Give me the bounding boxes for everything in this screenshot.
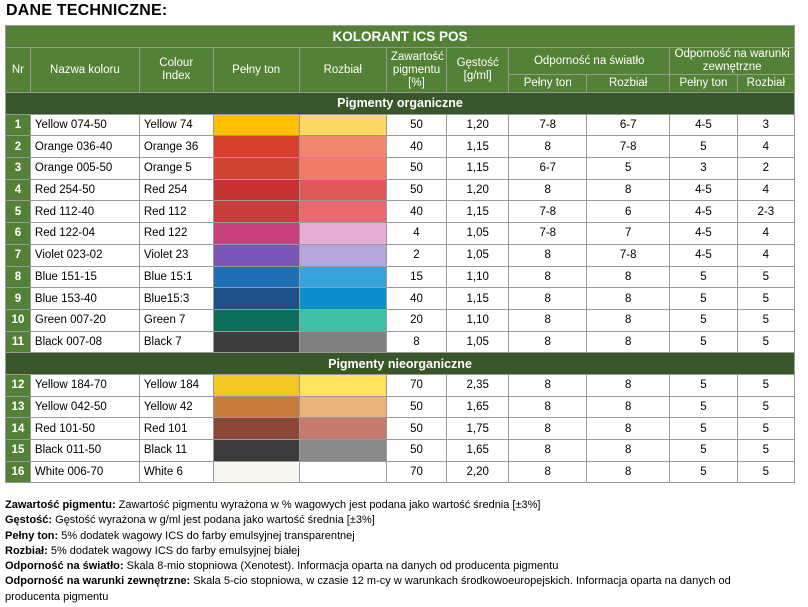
tint-swatch [299, 114, 386, 136]
tint-swatch [299, 288, 386, 310]
table-row [6, 396, 795, 418]
row-number: 16 [6, 461, 31, 483]
light-fastness-tint: 6-7 [587, 114, 670, 136]
density: 1,15 [447, 288, 509, 310]
weather-fastness-full-tone: 4-5 [670, 179, 737, 201]
pigment-content: 20 [386, 309, 446, 331]
header-density: Gęstość [g/ml] [447, 48, 509, 93]
weather-fastness-full-tone: 5 [670, 288, 737, 310]
pigment-content: 70 [386, 374, 446, 396]
pigment-content: 50 [386, 179, 446, 201]
weather-fastness-tint: 4 [737, 136, 794, 158]
density: 1,10 [447, 309, 509, 331]
density: 2,35 [447, 374, 509, 396]
light-fastness-tint: 7-8 [587, 244, 670, 266]
row-number: 14 [6, 418, 31, 440]
light-fastness-tint: 8 [587, 288, 670, 310]
light-fastness-full-tone: 8 [509, 461, 587, 483]
table-body [6, 93, 795, 483]
table-title: KOLORANT ICS POS [6, 26, 795, 48]
weather-fastness-full-tone: 5 [670, 418, 737, 440]
colour-index: Orange 5 [139, 158, 213, 180]
weather-fastness-full-tone: 5 [670, 440, 737, 462]
technical-data-table [5, 25, 795, 483]
note-term: Zawartość pigmentu: [5, 499, 116, 511]
weather-fastness-full-tone: 5 [670, 374, 737, 396]
note-text: Skala 8-mio stopniowa (Xenotest). Informacja oparta na danych od producenta pigmentu [123, 560, 559, 573]
row-number: 6 [6, 223, 31, 245]
note-text: Zawartość pigmentu wyrażona w % wagowych jest podana jako wartość średnia [±3%] [115, 499, 541, 511]
pigment-content: 40 [386, 136, 446, 158]
header-full-tone: Pełny ton [213, 48, 299, 93]
note-line [5, 513, 805, 528]
light-fastness-tint: 8 [587, 440, 670, 462]
weather-fastness-tint: 3 [737, 114, 794, 136]
note-text: producenta pigmentu [5, 590, 109, 603]
table-row [6, 374, 795, 396]
density: 1,15 [447, 136, 509, 158]
row-number: 13 [6, 396, 31, 418]
density: 1,05 [447, 331, 509, 353]
full-tone-swatch [213, 158, 299, 180]
table-row [6, 179, 795, 201]
weather-fastness-tint: 5 [737, 288, 794, 310]
tint-swatch [299, 244, 386, 266]
weather-fastness-tint: 5 [737, 266, 794, 288]
light-fastness-tint: 7 [587, 223, 670, 245]
row-number: 10 [6, 309, 31, 331]
density: 1,05 [447, 223, 509, 245]
weather-fastness-full-tone: 5 [670, 396, 737, 418]
colour-index: Red 122 [139, 223, 213, 245]
light-fastness-full-tone: 8 [509, 179, 587, 201]
light-fastness-full-tone: 8 [509, 266, 587, 288]
weather-fastness-tint: 2-3 [737, 201, 794, 223]
light-fastness-full-tone: 6-7 [509, 158, 587, 180]
tint-swatch [299, 461, 386, 483]
weather-fastness-tint: 5 [737, 374, 794, 396]
table-row [6, 136, 795, 158]
tint-swatch [299, 396, 386, 418]
light-fastness-tint: 8 [587, 418, 670, 440]
color-name: Yellow 184-70 [30, 374, 139, 396]
light-fastness-tint: 8 [587, 461, 670, 483]
full-tone-swatch [213, 461, 299, 483]
subheader-weather-full-tone: Pełny ton [670, 75, 737, 93]
table-row [6, 309, 795, 331]
color-name: Violet 023-02 [30, 244, 139, 266]
color-name: Black 011-50 [30, 440, 139, 462]
section-row [6, 93, 795, 115]
full-tone-swatch [213, 288, 299, 310]
density: 1,65 [447, 440, 509, 462]
color-name: Orange 005-50 [30, 158, 139, 180]
table-row [6, 440, 795, 462]
color-name: Black 007-08 [30, 331, 139, 353]
subheader-weather-tint: Rozbiał [737, 75, 794, 93]
full-tone-swatch [213, 418, 299, 440]
row-number: 2 [6, 136, 31, 158]
colour-index: White 6 [139, 461, 213, 483]
color-name: Yellow 042-50 [30, 396, 139, 418]
note-term: Pełny ton: [5, 529, 59, 542]
density: 1,20 [447, 114, 509, 136]
weather-fastness-full-tone: 5 [670, 266, 737, 288]
section-label: Pigmenty nieorganiczne [6, 353, 795, 375]
weather-fastness-tint: 4 [737, 179, 794, 201]
light-fastness-full-tone: 8 [509, 136, 587, 158]
weather-fastness-full-tone: 5 [670, 309, 737, 331]
row-number: 3 [6, 158, 31, 180]
pigment-content: 50 [386, 158, 446, 180]
pigment-content: 4 [386, 223, 446, 245]
light-fastness-full-tone: 7-8 [509, 223, 587, 245]
full-tone-swatch [213, 179, 299, 201]
full-tone-swatch [213, 396, 299, 418]
colour-index: Yellow 42 [139, 396, 213, 418]
density: 1,10 [447, 266, 509, 288]
color-name: Blue 151-15 [30, 266, 139, 288]
section-label: Pigmenty organiczne [6, 93, 795, 115]
section-row [6, 353, 795, 375]
pigment-content: 2 [386, 244, 446, 266]
full-tone-swatch [213, 136, 299, 158]
note-term: Gęstość: [5, 514, 53, 527]
light-fastness-full-tone: 7-8 [509, 201, 587, 223]
density: 1,20 [447, 179, 509, 201]
tint-swatch [299, 374, 386, 396]
note-text: Skala 5-cio stopniowa, w czasie 12 m-cy w warunkach środkowoeuropejskich. Informacja oparta na danych od [190, 575, 731, 588]
color-name: Red 101-50 [30, 418, 139, 440]
note-line [5, 544, 805, 559]
note-text: 5% dodatek wagowy ICS do farby emulsyjnej transparentnej [58, 529, 355, 542]
color-name: Orange 036-40 [30, 136, 139, 158]
light-fastness-full-tone: 8 [509, 396, 587, 418]
row-number: 15 [6, 440, 31, 462]
weather-fastness-full-tone: 5 [670, 136, 737, 158]
note-line [5, 498, 805, 513]
light-fastness-full-tone: 8 [509, 440, 587, 462]
table-row [6, 288, 795, 310]
row-number: 1 [6, 114, 31, 136]
light-fastness-tint: 5 [587, 158, 670, 180]
colour-index: Yellow 184 [139, 374, 213, 396]
light-fastness-full-tone: 8 [509, 288, 587, 310]
full-tone-swatch [213, 374, 299, 396]
colour-index: Blue 15:1 [139, 266, 213, 288]
header-weather-fastness: Odporność na warunki zewnętrzne [670, 48, 795, 75]
weather-fastness-tint: 2 [737, 158, 794, 180]
tint-swatch [299, 331, 386, 353]
weather-fastness-tint: 5 [737, 396, 794, 418]
light-fastness-full-tone: 8 [509, 309, 587, 331]
weather-fastness-full-tone: 5 [670, 461, 737, 483]
note-line [5, 529, 805, 544]
weather-fastness-tint: 5 [737, 418, 794, 440]
weather-fastness-full-tone: 4-5 [670, 114, 737, 136]
table-row [6, 114, 795, 136]
weather-fastness-full-tone: 4-5 [670, 223, 737, 245]
note-line [5, 574, 805, 589]
colour-index: Black 7 [139, 331, 213, 353]
full-tone-swatch [213, 266, 299, 288]
pigment-content: 8 [386, 331, 446, 353]
weather-fastness-full-tone: 3 [670, 158, 737, 180]
pigment-content: 40 [386, 288, 446, 310]
color-name: Red 254-50 [30, 179, 139, 201]
colour-index: Black 11 [139, 440, 213, 462]
density: 1,05 [447, 244, 509, 266]
light-fastness-tint: 8 [587, 179, 670, 201]
light-fastness-full-tone: 7-8 [509, 114, 587, 136]
note-line [5, 559, 805, 574]
full-tone-swatch [213, 440, 299, 462]
subheader-light-full-tone: Pełny ton [509, 75, 587, 93]
light-fastness-full-tone: 8 [509, 244, 587, 266]
table-row [6, 223, 795, 245]
tint-swatch [299, 440, 386, 462]
weather-fastness-tint: 5 [737, 309, 794, 331]
weather-fastness-tint: 4 [737, 244, 794, 266]
pigment-content: 50 [386, 418, 446, 440]
weather-fastness-full-tone: 4-5 [670, 244, 737, 266]
header-name: Nazwa koloru [30, 48, 139, 93]
tint-swatch [299, 201, 386, 223]
table-row [6, 266, 795, 288]
weather-fastness-tint: 4 [737, 223, 794, 245]
light-fastness-full-tone: 8 [509, 418, 587, 440]
light-fastness-full-tone: 8 [509, 331, 587, 353]
table-row [6, 331, 795, 353]
full-tone-swatch [213, 331, 299, 353]
table-row [6, 418, 795, 440]
weather-fastness-tint: 5 [737, 461, 794, 483]
light-fastness-tint: 8 [587, 309, 670, 331]
light-fastness-tint: 6 [587, 201, 670, 223]
color-name: Red 112-40 [30, 201, 139, 223]
tint-swatch [299, 418, 386, 440]
light-fastness-full-tone: 8 [509, 374, 587, 396]
tint-swatch [299, 223, 386, 245]
colour-index: Red 101 [139, 418, 213, 440]
header-nr: Nr [6, 48, 31, 93]
weather-fastness-full-tone: 5 [670, 331, 737, 353]
table-row [6, 158, 795, 180]
row-number: 8 [6, 266, 31, 288]
pigment-content: 50 [386, 440, 446, 462]
table-row [6, 201, 795, 223]
colour-index: Blue15:3 [139, 288, 213, 310]
full-tone-swatch [213, 223, 299, 245]
row-number: 12 [6, 374, 31, 396]
light-fastness-tint: 8 [587, 266, 670, 288]
tint-swatch [299, 136, 386, 158]
full-tone-swatch [213, 309, 299, 331]
weather-fastness-tint: 5 [737, 331, 794, 353]
density: 1,65 [447, 396, 509, 418]
row-number: 9 [6, 288, 31, 310]
tint-swatch [299, 309, 386, 331]
light-fastness-tint: 8 [587, 396, 670, 418]
pigment-content: 40 [386, 201, 446, 223]
colour-index: Green 7 [139, 309, 213, 331]
light-fastness-tint: 7-8 [587, 136, 670, 158]
note-term: Odporność na światło: [5, 560, 124, 573]
full-tone-swatch [213, 201, 299, 223]
row-number: 11 [6, 331, 31, 353]
header-colour-index: Colour Index [139, 48, 213, 93]
tint-swatch [299, 266, 386, 288]
color-name: Red 122-04 [30, 223, 139, 245]
header-pigment-content: Zawartość pigmentu [%] [386, 48, 446, 93]
tint-swatch [299, 179, 386, 201]
note-text: 5% dodatek wagowy ICS do farby emulsyjnej białej [47, 544, 300, 557]
row-number: 4 [6, 179, 31, 201]
weather-fastness-tint: 5 [737, 440, 794, 462]
header-light-fastness: Odporność na światło [509, 48, 670, 75]
colour-index: Red 254 [139, 179, 213, 201]
notes [5, 498, 805, 605]
note-text: Gęstość wyrażona w g/ml jest podana jako wartość średnia [±3%] [52, 514, 375, 527]
table-row [6, 461, 795, 483]
full-tone-swatch [213, 114, 299, 136]
table-row [6, 244, 795, 266]
colour-index: Violet 23 [139, 244, 213, 266]
note-term: Odporność na warunki zewnętrzne: [5, 575, 191, 588]
density: 1,15 [447, 158, 509, 180]
light-fastness-tint: 8 [587, 374, 670, 396]
density: 1,15 [447, 201, 509, 223]
weather-fastness-full-tone: 4-5 [670, 201, 737, 223]
pigment-content: 15 [386, 266, 446, 288]
colour-index: Yellow 74 [139, 114, 213, 136]
colour-index: Orange 36 [139, 136, 213, 158]
density: 1,75 [447, 418, 509, 440]
color-name: White 006-70 [30, 461, 139, 483]
pigment-content: 70 [386, 461, 446, 483]
tint-swatch [299, 158, 386, 180]
subheader-light-tint: Rozbiał [587, 75, 670, 93]
row-number: 7 [6, 244, 31, 266]
colour-index: Red 112 [139, 201, 213, 223]
color-name: Green 007-20 [30, 309, 139, 331]
row-number: 5 [6, 201, 31, 223]
full-tone-swatch [213, 244, 299, 266]
page-title: DANE TECHNICZNE: [6, 2, 168, 19]
pigment-content: 50 [386, 114, 446, 136]
color-name: Yellow 074-50 [30, 114, 139, 136]
note-term: Rozbiał: [5, 544, 48, 557]
header-tint: Rozbiał [299, 48, 386, 93]
pigment-content: 50 [386, 396, 446, 418]
density: 2,20 [447, 461, 509, 483]
light-fastness-tint: 8 [587, 331, 670, 353]
color-name: Blue 153-40 [30, 288, 139, 310]
note-line [5, 590, 805, 605]
